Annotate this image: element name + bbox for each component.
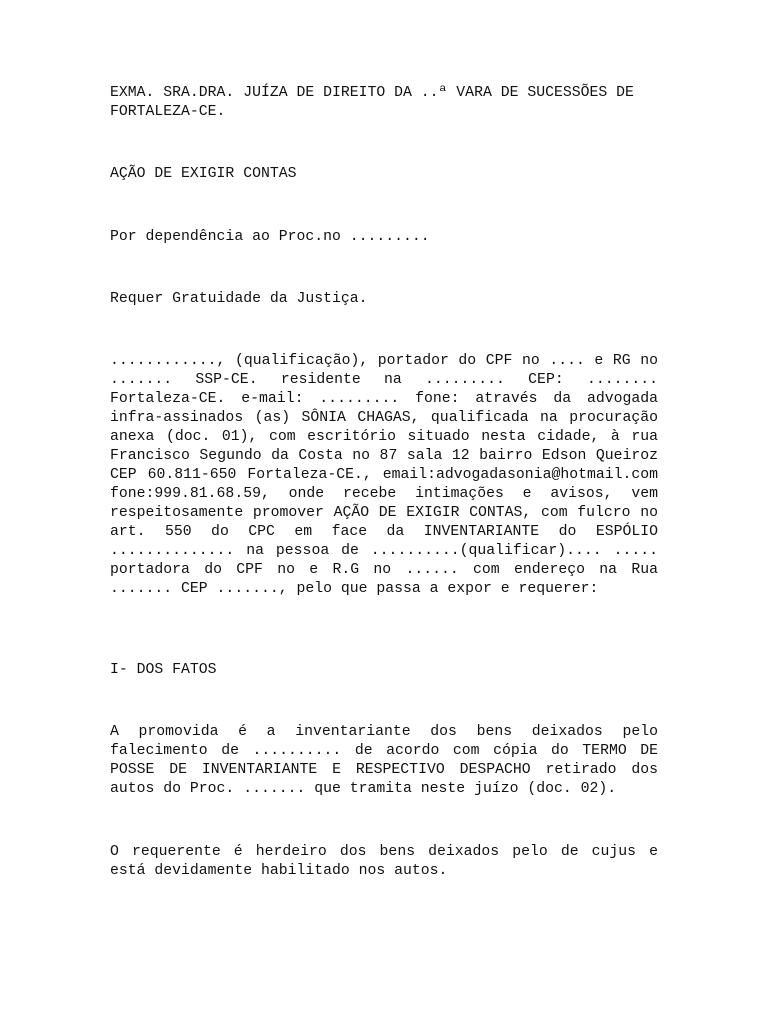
addressee: EXMA. SRA.DRA. JUÍZA DE DIREITO DA ..ª VARA DE SUCESSÕES DE FORTALEZA-CE. xyxy=(110,85,634,120)
dependency-line: Por dependência ao Proc.no ......... xyxy=(110,229,430,245)
action-title: AÇÃO DE EXIGIR CONTAS xyxy=(110,166,297,182)
facts-paragraph-2: O requerente é herdeiro dos bens deixados pelo de cujus e está devidamente habilitado nos autos. xyxy=(110,844,658,879)
qualification-paragraph: ............, (qualificação), portador do CPF no .... e RG no ....... SSP-CE. residente na ......... CEP: ........ Fortaleza-CE. e-mail: ......... fone: através da advogada infra-assinados (as) SÔNIA CHAGAS, qualificada na procuração anexa (doc. 01), com escritório situado nesta cidade, à rua Francisco Segundo da Costa no 87 sala 12 bairro Edson Queiroz CEP 60.811-650 Fortaleza-CE., email:advogadasonia@hotmail.com fone:999.81.68.59, onde recebe intimações e avisos, vem respeitosamente promover AÇÃO DE EXIGIR CONTAS, com fulcro no art. 550 do CPC em face da INVENTARIANTE do ESPÓLIO .............. na pessoa de ..........(qualificar).... ..... portadora do CPF no e R.G no ...... com endereço na Rua ....... CEP ......., pelo que passa a expor e requerer: xyxy=(110,353,658,597)
section-heading: I- DOS FATOS xyxy=(110,662,217,678)
facts-paragraph-1: A promovida é a inventariante dos bens deixados pelo falecimento de .......... de acordo com cópia do TERMO DE POSSE DE INVENTARIANTE E RESPECTIVO DESPACHO retirado dos autos do Proc. ....... que tramita neste juízo (doc. 02). xyxy=(110,724,658,797)
gratuity-request: Requer Gratuidade da Justiça. xyxy=(110,291,368,307)
